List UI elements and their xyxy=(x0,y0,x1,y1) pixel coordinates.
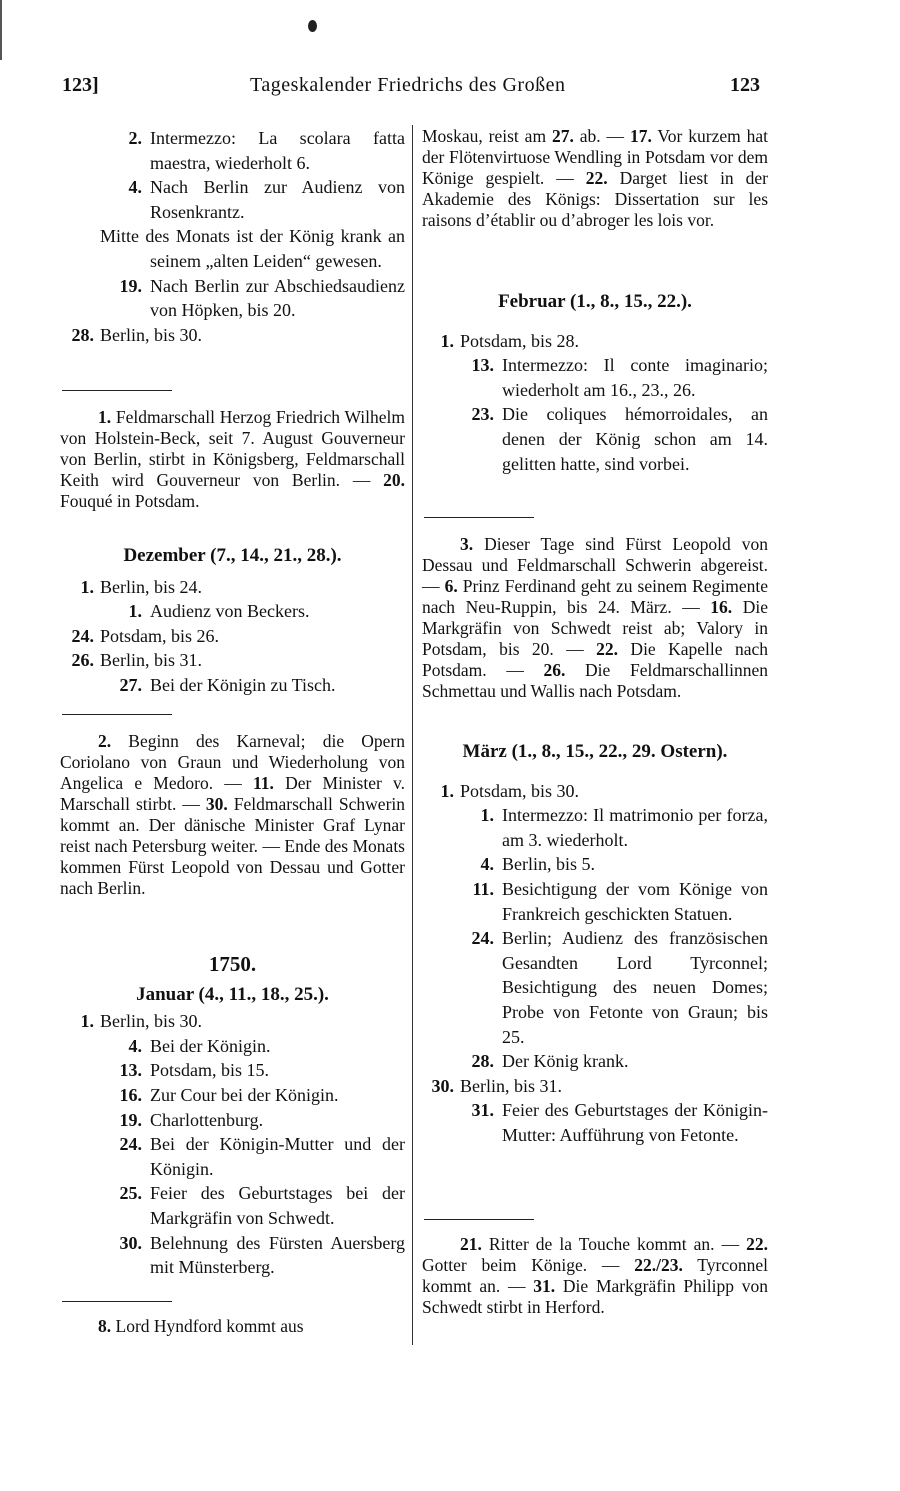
footnote-text: Die Markgräfin Philipp von Schwedt stirbt in Herford. xyxy=(422,1276,768,1317)
footnote xyxy=(60,1316,405,1337)
entry-day: 19. xyxy=(119,1109,142,1130)
footnote-rule xyxy=(62,1301,172,1302)
calendar-entry xyxy=(60,1034,405,1059)
entry-day: 28. xyxy=(71,324,94,345)
calendar-entry xyxy=(60,126,405,175)
entry-day: 1. xyxy=(440,330,454,351)
footnote-text: Die Feldmarschallinnen Schmettau und Wallis nach Potsdam. xyxy=(422,660,768,701)
calendar-entry xyxy=(60,1058,405,1083)
december-entries xyxy=(60,575,405,698)
entry-day: 4. xyxy=(128,1035,142,1056)
entry-text: Berlin, bis 5. xyxy=(502,854,595,875)
entry-day: 19. xyxy=(119,275,142,296)
entry-day: 1. xyxy=(128,601,142,622)
entry-day: 23. xyxy=(471,404,494,425)
calendar-entry xyxy=(422,779,768,804)
entry-text: Audienz von Beckers. xyxy=(150,601,310,622)
footnote-text: Die Markgräfin von Schwedt reist ab; Valory in Potsdam, bis 20. — xyxy=(422,597,768,659)
entry-text: Potsdam, bis 28. xyxy=(460,330,580,351)
footnote-text: Der Minister v. Marschall stirbt. — xyxy=(60,773,405,814)
entry-text: Potsdam, bis 15. xyxy=(150,1060,270,1081)
footnote-day: 20. xyxy=(383,470,405,490)
calendar-entry xyxy=(60,599,405,624)
footnote-text: Feldmarschall Schwerin kommt an. Der dänische Minister Graf Lynar reist nach Petersburg weiter. — Ende des Monats kommen Fürst Leopold von Dessau und Gotter nach Berlin. xyxy=(60,794,406,898)
footnote-day: 22. xyxy=(585,168,608,188)
calendar-entry xyxy=(60,1083,405,1108)
month-heading: Januar (4., 11., 18., 25.). xyxy=(136,983,329,1005)
footnote-day: 30. xyxy=(205,794,228,814)
running-title: Tageskalender Friedrichs des Großen xyxy=(250,74,566,96)
entry-day: 1. xyxy=(480,805,494,826)
year-heading: 1750. xyxy=(208,952,257,976)
footnote xyxy=(422,1234,768,1318)
calendar-entry xyxy=(60,1009,405,1034)
entry-day: 1. xyxy=(80,576,94,597)
entry-day: 25. xyxy=(119,1183,142,1204)
footnote-text: Tyrconnel kommt an. — xyxy=(422,1255,768,1296)
footnote-day: 3. xyxy=(460,534,474,554)
entry-day: 27. xyxy=(119,674,142,695)
footnote-day: 27. xyxy=(551,126,574,146)
column-divider xyxy=(412,125,413,1345)
entry-text: Intermezzo: Il matrimonio per forza, am 3. wiederholt. xyxy=(502,805,768,850)
calendar-entry xyxy=(60,323,405,348)
footnote-day: 17. xyxy=(629,126,652,146)
footnote xyxy=(422,534,768,702)
entry-text: Nach Berlin zur Audienz von Rosenkrantz. xyxy=(150,177,405,222)
entry-text: Potsdam, bis 30. xyxy=(460,780,580,801)
calendar-entry xyxy=(422,1049,768,1074)
calendar-entry xyxy=(60,175,405,224)
calendar-entry xyxy=(60,1108,405,1133)
entry-text: Mitte des Monats ist der König krank an seinem „alten Leiden“ gewesen. xyxy=(100,226,405,271)
footnote-day: 22./23. xyxy=(634,1255,683,1275)
entry-text: Berlin, bis 31. xyxy=(100,650,202,671)
january-footnote-continued xyxy=(422,126,768,231)
february-footnote-block xyxy=(422,517,768,702)
february-section xyxy=(422,290,768,476)
entry-text: Zur Cour bei der Königin. xyxy=(150,1084,339,1105)
footnote-day: 26. xyxy=(543,660,566,680)
entry-day: 26. xyxy=(71,650,94,671)
calendar-entry xyxy=(60,1231,405,1280)
scan-edge xyxy=(0,0,12,60)
footnote-text: Die Kapelle nach Potsdam. — xyxy=(422,639,768,680)
entry-text: Die coliques hémorroidales, an denen der König schon am 14. gelitten hatte, sind vorbei. xyxy=(502,404,768,474)
calendar-entry xyxy=(422,926,768,1049)
calendar-entry xyxy=(60,648,405,673)
entry-text: Feier des Geburtstages der Königin-Mutter: Aufführung von Fetonte. xyxy=(502,1100,768,1145)
footnote-text: Darget liest in der Akademie des Königs: Dissertation sur les raisons d’établir ou d’abroger les lois vor. xyxy=(422,168,769,230)
entry-day: 24. xyxy=(71,625,94,646)
calendar-entry xyxy=(60,224,405,273)
calendar-entry xyxy=(422,877,768,926)
entry-text: Potsdam, bis 26. xyxy=(100,625,220,646)
footnote xyxy=(60,731,405,899)
calendar-entry xyxy=(422,803,768,852)
january-section xyxy=(60,952,405,1280)
footnote xyxy=(422,126,768,231)
calendar-entry xyxy=(422,353,768,402)
entry-text: Berlin, bis 30. xyxy=(100,1011,202,1032)
footnote-day: 2. xyxy=(98,731,112,751)
calendar-entry xyxy=(60,673,405,698)
march-entries xyxy=(422,779,768,1148)
entry-text: Feier des Geburtstages bei der Markgräfin von Schwedt. xyxy=(150,1183,405,1228)
entry-text: Charlottenburg. xyxy=(150,1109,264,1130)
month-heading: März (1., 8., 15., 22., 29. Ostern). xyxy=(462,741,728,762)
entry-text: Berlin; Audienz des französischen Gesandten Lord Tyrconnel; Besichtigung des neuen Domes; Probe von Fetonte von Graun; bis 25. xyxy=(502,928,768,1047)
february-entries xyxy=(422,329,768,477)
footnote-day: 22. xyxy=(746,1234,768,1254)
footnote-day: 16. xyxy=(710,597,733,617)
footnote xyxy=(60,407,405,512)
footnote-text: ab. — xyxy=(573,126,630,146)
footnote-day: 11. xyxy=(252,773,274,793)
entry-day: 30. xyxy=(431,1075,454,1096)
entry-day: 24. xyxy=(471,928,494,949)
entry-day: 13. xyxy=(119,1060,142,1081)
ink-mark xyxy=(308,20,317,32)
entry-text: Belehnung des Fürsten Auersberg mit Münsterberg. xyxy=(150,1232,405,1278)
footnote-text: Ritter de la Touche kommt an. — xyxy=(481,1234,747,1254)
footnote-day: 1. xyxy=(98,407,112,427)
calendar-entry xyxy=(422,1098,768,1147)
entry-day: 31. xyxy=(471,1100,494,1121)
calendar-entry xyxy=(422,1074,768,1099)
january-entries xyxy=(60,1009,405,1280)
january-footnote-block xyxy=(60,1301,405,1337)
page-number-right: 123 xyxy=(730,74,760,96)
entry-day: 4. xyxy=(128,177,142,198)
entry-day: 16. xyxy=(119,1084,142,1105)
calendar-entry xyxy=(60,1181,405,1230)
footnote-rule xyxy=(424,517,534,518)
entry-day: 1. xyxy=(440,780,454,801)
footnote-day: 22. xyxy=(596,639,619,659)
footnote-rule xyxy=(62,390,172,391)
footnote-text: Lord Hyndford kommt aus xyxy=(111,1316,304,1336)
entry-day: 28. xyxy=(471,1051,494,1072)
footnote-rule xyxy=(62,714,172,715)
entry-day: 4. xyxy=(480,854,494,875)
entry-day: 1. xyxy=(80,1011,94,1032)
december-section xyxy=(60,544,405,698)
entry-day: 30. xyxy=(119,1232,142,1253)
footnote-text: Gotter beim Könige. — xyxy=(422,1255,635,1275)
entry-text: Bei der Königin zu Tisch. xyxy=(150,674,336,695)
footnote-text: Moskau, reist am xyxy=(422,126,552,146)
december-footnote-block xyxy=(60,714,405,899)
entry-day: 13. xyxy=(471,355,494,376)
calendar-entry xyxy=(60,575,405,600)
entry-text: Der König krank. xyxy=(502,1051,629,1072)
entry-text: Bei der Königin. xyxy=(150,1035,271,1056)
november-entries xyxy=(60,126,405,347)
entry-text: Berlin, bis 24. xyxy=(100,576,202,597)
footnote-text: Fouqué in Potsdam. xyxy=(60,491,200,511)
calendar-entry xyxy=(422,329,768,354)
month-heading: Dezember (7., 14., 21., 28.). xyxy=(123,545,342,566)
calendar-entry xyxy=(60,274,405,323)
entry-day: 11. xyxy=(472,878,494,899)
footnote-day: 6. xyxy=(444,576,458,596)
footnote-text: Prinz Ferdinand geht zu seinem Regimente nach Neu-Ruppin, bis 24. März. — xyxy=(422,576,768,617)
calendar-entry xyxy=(422,852,768,877)
footnote-text: Feldmarschall Herzog Friedrich Wilhelm von Holstein-Beck, seit 7. August Gouverneur von Berlin, stirbt in Königsberg, Feldmarschall Keith wird Gouverneur von Berlin. — xyxy=(60,407,405,490)
entry-text: Intermezzo: La scolara fatta maestra, wiederholt 6. xyxy=(150,128,405,173)
calendar-entry xyxy=(422,402,768,476)
footnote-day: 31. xyxy=(533,1276,556,1296)
entry-text: Besichtigung der vom Könige von Frankreich geschickten Statuen. xyxy=(502,878,768,924)
calendar-entry xyxy=(60,624,405,649)
entry-day: 24. xyxy=(119,1134,142,1155)
month-heading: Februar (1., 8., 15., 22.). xyxy=(498,291,692,312)
entry-text: Intermezzo: Il conte imaginario; wiederholt am 16., 23., 26. xyxy=(502,355,768,400)
page-number-left: 123] xyxy=(62,74,99,96)
footnote-rule xyxy=(424,1219,534,1220)
footnote-text: Dieser Tage sind Fürst Leopold von Dessau und Feldmarschall Schwerin abgereist. — xyxy=(422,534,768,596)
footnote-text: Vor kurzem hat der Flötenvirtuose Wendling in Potsdam vor dem Könige gespielt. — xyxy=(422,126,768,188)
calendar-entry xyxy=(60,1132,405,1181)
november-footnote-block xyxy=(60,390,405,512)
march-footnote-block xyxy=(422,1219,768,1318)
march-section xyxy=(422,740,768,1148)
entry-text: Berlin, bis 30. xyxy=(100,324,202,345)
footnote-day: 21. xyxy=(460,1234,482,1254)
footnote-text: Beginn des Karneval; die Opern Coriolano von Graun und Wiederholung von Angelica e Medoro. — xyxy=(60,731,405,793)
entry-text: Bei der Königin-Mutter und der Königin. xyxy=(150,1134,405,1179)
entry-text: Nach Berlin zur Abschiedsaudienz von Höpken, bis 20. xyxy=(150,275,405,321)
entry-text: Berlin, bis 31. xyxy=(460,1075,562,1096)
entry-day: 2. xyxy=(128,128,142,148)
footnote-day: 8. xyxy=(98,1316,112,1336)
